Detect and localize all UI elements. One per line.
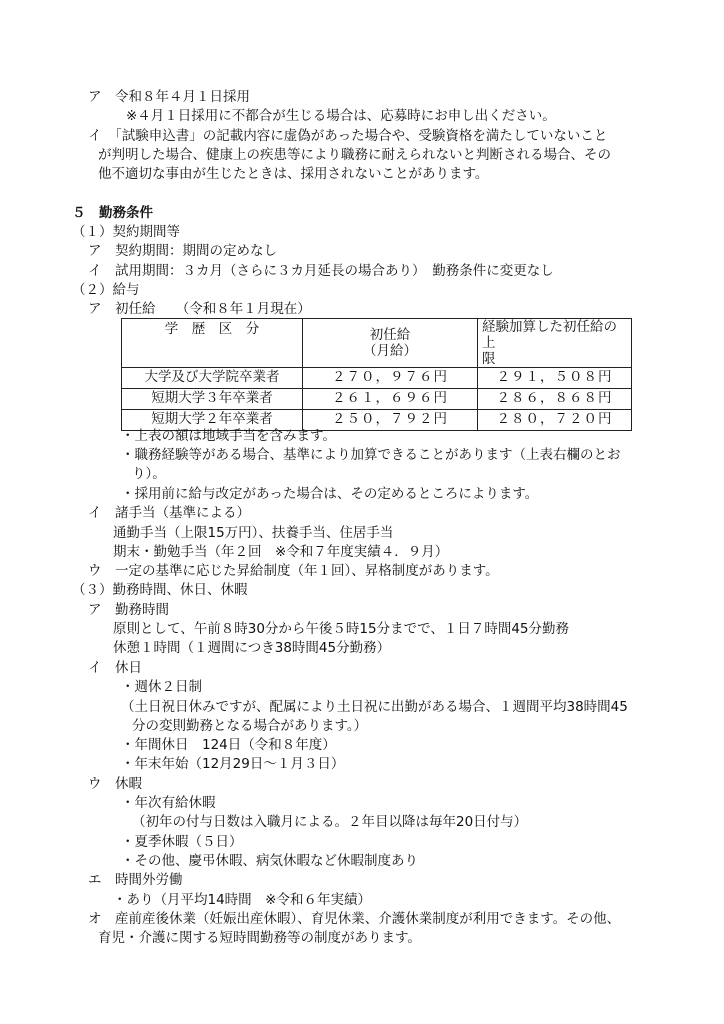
probation-period-item: イ 試用期間：３カ月（さらに３カ月延長の場合あり） 勤務条件に変更なし bbox=[88, 263, 554, 279]
allowances-item: イ 諸手当（基準による） bbox=[88, 505, 250, 521]
header-experience-limit-line2: 限 bbox=[482, 351, 496, 367]
note-experience-line-2: り）。 bbox=[132, 466, 166, 482]
childcare-leave-line-2: 育児・介護に関する短時間勤務等の制度があります。 bbox=[98, 930, 421, 946]
note-salary-revision: ・採用前に給与改定があった場合は、その定めるところによります。 bbox=[121, 486, 539, 502]
subheading-contract-period: （１）契約期間等 bbox=[72, 224, 180, 240]
overtime-item: エ 時間外労働 bbox=[88, 872, 183, 888]
leave-other: ・その他、慶弔休暇、病気休暇など休暇制度あり bbox=[121, 853, 418, 869]
work-hours-item: ア 勤務時間 bbox=[88, 602, 169, 618]
education-cell: 短期大学３年卒業者 bbox=[122, 389, 303, 410]
note-regional-allowance: ・上表の額は地域手当を含みます。 bbox=[121, 428, 336, 444]
table-row bbox=[122, 368, 632, 389]
disqualification-line-3: 他不適切な事由が生じたときは、採用されないことがあります。 bbox=[98, 166, 489, 182]
subheading-hours-holidays: （３）勤務時間、休日、休暇 bbox=[72, 582, 248, 598]
limit-cell: ２９１，５０８円 bbox=[478, 368, 632, 389]
allowances-detail-1: 通勤手当（上限15万円）、扶養手当、住居手当 bbox=[113, 525, 394, 541]
work-hours-detail-1: 原則として、午前８時30分から午後５時15分までで、１日７時間45分勤務 bbox=[113, 621, 569, 637]
allowances-detail-2: 期末・勤勉手当（年２回 ※令和７年度実績４．９月） bbox=[113, 544, 449, 560]
salary-cell: ２７０，９７６円 bbox=[303, 368, 478, 389]
salary-table bbox=[121, 318, 632, 431]
education-cell: 短期大学２年卒業者 bbox=[122, 410, 303, 431]
leave-item: ウ 休暇 bbox=[88, 776, 142, 792]
leave-paid: ・年次有給休暇 bbox=[121, 795, 216, 811]
holidays-year-end: ・年末年始（12月29日～１月３日） bbox=[121, 756, 345, 772]
starting-salary-item: ア 初任給 （令和８年１月現在） bbox=[88, 301, 311, 317]
leave-paid-note: （初年の付与日数は入職月による。２年目以降は毎年20日付与） bbox=[132, 814, 528, 830]
limit-cell: ２８０，７２０円 bbox=[478, 410, 632, 431]
disqualification-line-2: が判明した場合、健康上の疾患等により職務に耐えられないと判断される場合、その bbox=[98, 147, 611, 163]
childcare-leave-line-1: オ 産前産後休業（妊娠出産休暇）、育児休業、介護休業制度が利用できます。その他、 bbox=[88, 911, 621, 927]
header-starting-salary bbox=[303, 319, 478, 368]
contract-period-item: ア 契約期間：期間の定めなし bbox=[88, 243, 277, 259]
holidays-note-line-1: （土日祝日休みですが、配属により土日祝に出勤がある場合、１週間平均38時間45 bbox=[121, 699, 628, 715]
header-experience-limit-line1: 経験加算した初任給の上 bbox=[482, 319, 617, 351]
limit-cell: ２８６，８６８円 bbox=[478, 389, 632, 410]
work-hours-detail-2: 休憩１時間（１週間につき38時間45分勤務） bbox=[113, 640, 391, 656]
education-cell: 大学及び大学院卒業者 bbox=[122, 368, 303, 389]
hire-date-note: ※４月１日採用に不都合が生じる場合は、応募時にお申し出ください。 bbox=[126, 108, 556, 124]
holidays-item: イ 休日 bbox=[88, 660, 142, 676]
holidays-annual: ・年間休日 124日（令和８年度） bbox=[121, 737, 336, 753]
holidays-note-line-2: 分の変則勤務となる場合があります。） bbox=[132, 718, 368, 734]
pay-raise-item: ウ 一定の基準に応じた昇給制度（年１回）、昇格制度があります。 bbox=[88, 563, 499, 579]
salary-cell: ２６１，６９６円 bbox=[303, 389, 478, 410]
section-heading-work-conditions: ５ 勤務条件 bbox=[72, 205, 153, 221]
hire-date-item: ア 令和８年４月１日採用 bbox=[88, 89, 250, 105]
header-education: 学 歴 区 分 bbox=[122, 319, 303, 368]
salary-cell: ２５０，７９２円 bbox=[303, 410, 478, 431]
header-experience-limit bbox=[478, 319, 632, 368]
leave-summer: ・夏季休暇（５日） bbox=[121, 834, 243, 850]
header-starting-salary-line1: 初任給 bbox=[369, 327, 411, 343]
table-row bbox=[122, 389, 632, 410]
note-experience-line-1: ・職務経験等がある場合、基準により加算できることがあります（上表右欄のとお bbox=[121, 447, 621, 463]
holidays-weekly: ・週休２日制 bbox=[121, 679, 202, 695]
overtime-detail: ・あり（月平均14時間 ※令和６年実績） bbox=[113, 892, 371, 908]
header-starting-salary-line2: （月給） bbox=[363, 343, 417, 359]
disqualification-line-1: イ 「試験申込書」の記載内容に虚偽があった場合や、受験資格を満たしていないこと bbox=[88, 128, 608, 144]
subheading-salary: （２）給与 bbox=[72, 282, 140, 298]
table-header-row bbox=[122, 319, 632, 368]
